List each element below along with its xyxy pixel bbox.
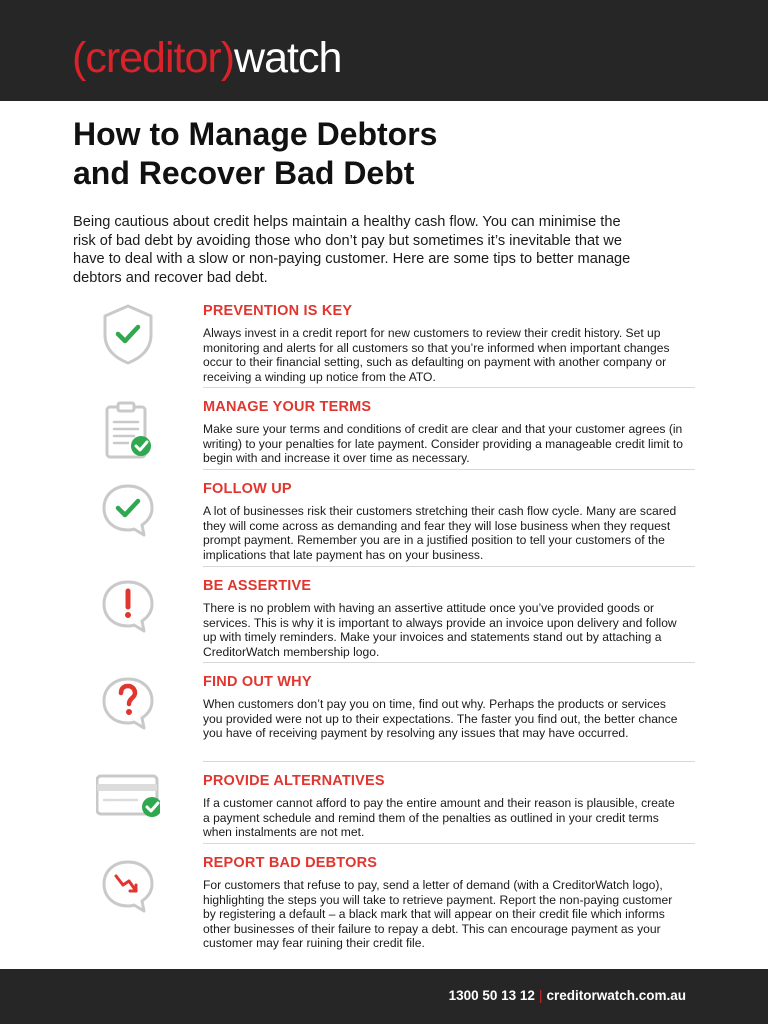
title-line-1: How to Manage Debtors <box>73 116 438 152</box>
tip-heading: PROVIDE ALTERNATIVES <box>203 773 385 789</box>
tip-body: A lot of businesses risk their customers stretching their cash flow cycle. Many are scared they will come across as demanding and fear they will lose business when they request prompt payment. Remember you are in a justified position to tell your customers of the implications that late payment has on your business. <box>203 504 677 562</box>
tip-heading: BE ASSERTIVE <box>203 578 312 594</box>
divider <box>203 761 695 762</box>
speech-bubble-trend-down-icon <box>96 854 160 918</box>
tip-heading: REPORT BAD DEBTORS <box>203 855 378 871</box>
tip-heading: FOLLOW UP <box>203 481 292 497</box>
footer-separator: | <box>538 988 543 1003</box>
speech-bubble-question-icon <box>96 671 160 735</box>
tip-body: When customers don’t pay you on time, find out why. Perhaps the products or services you provided were not up to their expectations. The faster you find out, the better chance you have of receiving payment by resolving any issues that may have occurred. <box>203 697 678 741</box>
divider <box>203 566 695 567</box>
divider <box>203 469 695 470</box>
footer-contact <box>449 988 686 1004</box>
tip-heading: MANAGE YOUR TERMS <box>203 399 372 415</box>
tip-heading: PREVENTION IS KEY <box>203 303 353 319</box>
speech-bubble-check-icon <box>96 478 160 542</box>
speech-bubble-exclamation-icon <box>96 574 160 638</box>
tip-body: For customers that refuse to pay, send a letter of demand (with a CreditorWatch logo), highlighting the steps you will take to retrieve payment. Report the non-paying customer by registering a default – a black mark that will appear on their credit file which informs other businesses of their failure to repay a debt. This can encourage payment as your customer may fear ruining their credit file. <box>203 878 673 951</box>
logo-word-text: watch <box>234 34 342 82</box>
footer-bar <box>0 969 768 1024</box>
divider <box>203 662 695 663</box>
tip-body: There is no problem with having an assertive attitude once you’ve provided goods or services. This is why it is important to always provide an invoice upon delivery and follow up with timely reminders. Make your invoices and statements stand out by attaching a CreditorWatch membership logo. <box>203 601 677 659</box>
shield-check-icon <box>96 302 160 366</box>
credit-card-check-icon <box>96 770 160 834</box>
page-title <box>73 115 713 193</box>
tip-heading: FIND OUT WHY <box>203 674 312 690</box>
title-line-2: and Recover Bad Debt <box>73 155 415 191</box>
intro-paragraph: Being cautious about credit helps maintain a healthy cash flow. You can minimise the risk of bad debt by avoiding those who don’t pay but sometimes it’s inevitable that we have to deal with a slow or non-paying customer. Here are some tips to better manage debtors and recover bad debt. <box>73 214 631 286</box>
logo-open-paren: ( <box>72 34 86 82</box>
tip-body: If a customer cannot afford to pay the entire amount and their reason is plausible, create a payment schedule and remind them of the penalties as outlined in your credit terms when instalments are not met. <box>203 796 675 840</box>
header-bar <box>0 0 768 101</box>
footer-phone: 1300 50 13 12 <box>448 988 535 1003</box>
clipboard-check-icon <box>96 400 160 464</box>
creditorwatch-logo <box>72 30 341 86</box>
footer-website-link[interactable]: creditorwatch.com.au <box>546 988 686 1003</box>
divider <box>203 387 695 388</box>
tip-body: Always invest in a credit report for new customers to review their credit history. Set up monitoring and alerts for all customers so that you’re informed when important changes occur to their financial setting, such as defaulting on payment with another company or receiving a winding up notice from the ATO. <box>203 326 670 384</box>
tip-body: Make sure your terms and conditions of credit are clear and that your customer agrees (in writing) to your penalties for late payment. Consider providing a manageable credit limit to begin with and increase it over time as necessary. <box>203 422 683 466</box>
logo-brand-text: creditor <box>85 34 221 82</box>
logo-close-paren: ) <box>220 34 235 82</box>
divider <box>203 843 695 844</box>
